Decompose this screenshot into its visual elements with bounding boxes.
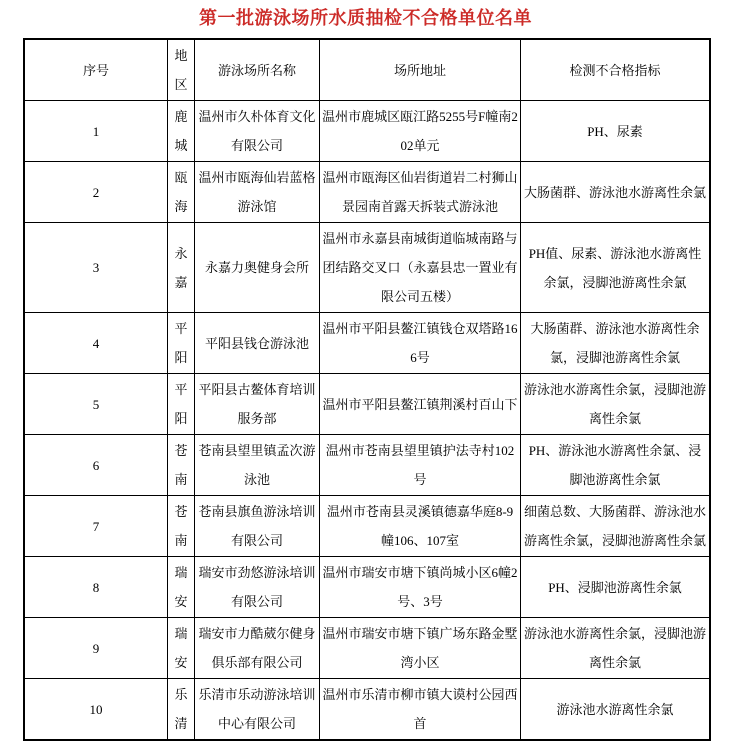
cell-name: 瑞安市劲悠游泳培训有限公司 (195, 557, 320, 618)
table-row (24, 435, 710, 496)
cell-no: 7 (24, 496, 168, 557)
table-row (24, 313, 710, 374)
table-body (24, 101, 710, 741)
table-row (24, 618, 710, 679)
cell-name: 平阳县古鳌体育培训服务部 (195, 374, 320, 435)
table-head (24, 39, 710, 101)
cell-region: 平阳 (168, 313, 195, 374)
cell-name: 瑞安市力酷葳尔健身俱乐部有限公司 (195, 618, 320, 679)
cell-no: 3 (24, 223, 168, 313)
table-row (24, 101, 710, 162)
table-row (24, 679, 710, 741)
cell-address: 温州市永嘉县南城街道临城南路与团结路交叉口（永嘉县忠一置业有限公司五楼） (320, 223, 521, 313)
cell-name: 温州市久朴体育文化有限公司 (195, 101, 320, 162)
cell-region: 乐清 (168, 679, 195, 741)
header-row (24, 39, 710, 101)
cell-name: 平阳县钱仓游泳池 (195, 313, 320, 374)
cell-no: 8 (24, 557, 168, 618)
cell-address: 温州市苍南县望里镇护法寺村102号 (320, 435, 521, 496)
table-row (24, 223, 710, 313)
cell-address: 温州市乐清市柳市镇大谟村公园西首 (320, 679, 521, 741)
col-header-address: 场所地址 (320, 39, 521, 101)
page-title: 第一批游泳场所水质抽检不合格单位名单 (199, 8, 532, 28)
cell-indicators: PH值、尿素、游泳池水游离性余氯，浸脚池游离性余氯 (521, 223, 711, 313)
cell-name: 苍南县旗鱼游泳培训有限公司 (195, 496, 320, 557)
cell-no: 2 (24, 162, 168, 223)
cell-indicators: 细菌总数、大肠菌群、游泳池水游离性余氯，浸脚池游离性余氯 (521, 496, 711, 557)
cell-no: 4 (24, 313, 168, 374)
cell-no: 10 (24, 679, 168, 741)
cell-address: 温州市苍南县灵溪镇德嘉华庭8-9幢106、107室 (320, 496, 521, 557)
cell-indicators: PH、浸脚池游离性余氯 (521, 557, 711, 618)
cell-indicators: 大肠菌群、游泳池水游离性余氯，浸脚池游离性余氯 (521, 313, 711, 374)
cell-region: 永嘉 (168, 223, 195, 313)
col-header-indicators: 检测不合格指标 (521, 39, 711, 101)
table-row (24, 162, 710, 223)
table-row (24, 557, 710, 618)
inspection-table (23, 38, 711, 741)
cell-address: 温州市平阳县鳌江镇钱仓双塔路166号 (320, 313, 521, 374)
cell-region: 苍南 (168, 435, 195, 496)
cell-address: 温州市瑞安市塘下镇广场东路金墅湾小区 (320, 618, 521, 679)
cell-indicators: PH、游泳池水游离性余氯、浸脚池游离性余氯 (521, 435, 711, 496)
cell-name: 乐清市乐动游泳培训中心有限公司 (195, 679, 320, 741)
cell-region: 鹿城 (168, 101, 195, 162)
table-row (24, 374, 710, 435)
cell-indicators: 游泳池水游离性余氯，浸脚池游离性余氯 (521, 374, 711, 435)
cell-no: 5 (24, 374, 168, 435)
col-header-name: 游泳场所名称 (195, 39, 320, 101)
cell-region: 苍南 (168, 496, 195, 557)
cell-address: 温州市瑞安市塘下镇尚城小区6幢2号、3号 (320, 557, 521, 618)
cell-name: 永嘉力奥健身会所 (195, 223, 320, 313)
cell-indicators: 游泳池水游离性余氯 (521, 679, 711, 741)
cell-no: 9 (24, 618, 168, 679)
cell-region: 平阳 (168, 374, 195, 435)
cell-address: 温州市平阳县鳌江镇荆溪村百山下 (320, 374, 521, 435)
cell-no: 6 (24, 435, 168, 496)
table-row (24, 496, 710, 557)
col-header-no: 序号 (24, 39, 168, 101)
cell-address: 温州市瓯海区仙岩街道岩二村狮山景园南首露天拆装式游泳池 (320, 162, 521, 223)
cell-name: 苍南县望里镇孟次游泳池 (195, 435, 320, 496)
cell-region: 瑞安 (168, 557, 195, 618)
cell-indicators: PH、尿素 (521, 101, 711, 162)
cell-region: 瑞安 (168, 618, 195, 679)
cell-name: 温州市瓯海仙岩蓝格游泳馆 (195, 162, 320, 223)
cell-indicators: 游泳池水游离性余氯，浸脚池游离性余氯 (521, 618, 711, 679)
cell-region: 瓯海 (168, 162, 195, 223)
col-header-region: 地区 (168, 39, 195, 101)
cell-address: 温州市鹿城区瓯江路5255号F幢南202单元 (320, 101, 521, 162)
cell-no: 1 (24, 101, 168, 162)
cell-indicators: 大肠菌群、游泳池水游离性余氯 (521, 162, 711, 223)
